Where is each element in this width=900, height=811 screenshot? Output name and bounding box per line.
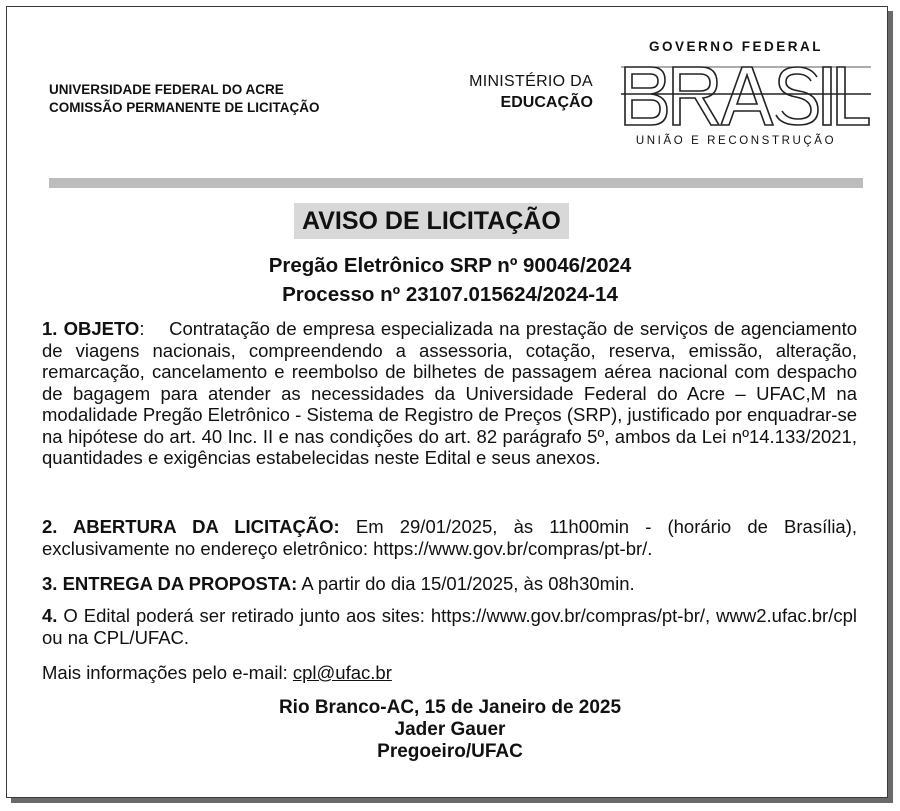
signer-name: Jader Gauer	[394, 719, 506, 740]
item-abertura	[42, 516, 857, 559]
institution-name: UNIVERSIDADE FEDERAL DO ACRE	[49, 82, 284, 97]
pregao-number: Pregão Eletrônico SRP nº 90046/2024	[268, 254, 632, 277]
ministry-line1: MINISTÉRIO DA	[469, 73, 593, 90]
signer-role: Pregoeiro/UFAC	[377, 741, 523, 762]
objeto-text: Contratação de empresa especializada na prestação de serviços de agenciamento de viagens nacionais, compreendendo a assessoria, cotação, reserva, emissão, alteração, remarcação, cancelamento e reembolso de bilhetes de passagem aérea nacional com despacho de bagagem para atender as necessidades da Universidade Federal do Acre – UFAC,M na modalidade Pregão Eletrônico - Sistema de Registro de Preços (SRP), justificado por enquadrar-se na hipótese do art. 40 Inc. II e nas condições do art. 82 parágrafo 5º, ambos da Lei nº14.133/2021, quantidades e exigências estabelecidas neste Edital e seus anexos.	[42, 318, 858, 468]
info-line	[42, 662, 857, 684]
objeto-colon: :	[139, 318, 170, 339]
item-entrega	[42, 573, 857, 595]
processo-number: Processo nº 23107.015624/2024-14	[282, 283, 618, 306]
info-text: Mais informações pelo e-mail:	[42, 662, 288, 683]
place-date: Rio Branco-AC, 15 de Janeiro de 2025	[278, 697, 622, 718]
ministry-line2: EDUCAÇÃO	[500, 94, 593, 111]
institution-header	[49, 81, 320, 117]
edital-number: 4.	[42, 605, 58, 626]
governo-federal-logo	[621, 37, 871, 157]
entrega-label: 3. ENTREGA DA PROPOSTA:	[42, 573, 298, 594]
item-edital	[42, 605, 857, 648]
entrega-text: A partir do dia 15/01/2025, às 08h30min.	[301, 573, 635, 594]
commission-name: COMISSÃO PERMANENTE DE LICITAÇÃO	[49, 100, 320, 115]
logo-top-text: GOVERNO FEDERAL	[648, 39, 823, 54]
signature-block	[40, 697, 860, 763]
email-link[interactable]: cpl@ufac.br	[292, 662, 392, 683]
logo-bottom-text: UNIÃO E RECONSTRUÇÃO	[635, 135, 837, 147]
brasil-wordmark-icon	[621, 63, 871, 129]
item-objeto	[42, 318, 857, 469]
notice-title: AVISO DE LICITAÇÃO	[294, 203, 569, 239]
edital-text: O Edital poderá ser retirado junto aos sites: https://www.gov.br/compras/pt-br/, www2.ufac.br/cpl ou na CPL/UFAC.	[42, 605, 858, 648]
abertura-label: 2. ABERTURA DA LICITAÇÃO:	[42, 516, 340, 537]
ministry-label	[455, 71, 593, 113]
abertura-text: Em 29/01/2025, às 11h00min - (horário de Brasília), exclusivamente no endereço eletrônico: https://www.gov.br/compras/pt-br/.	[42, 516, 858, 559]
divider-bar	[49, 178, 863, 188]
objeto-label: 1. OBJETO	[42, 318, 140, 339]
